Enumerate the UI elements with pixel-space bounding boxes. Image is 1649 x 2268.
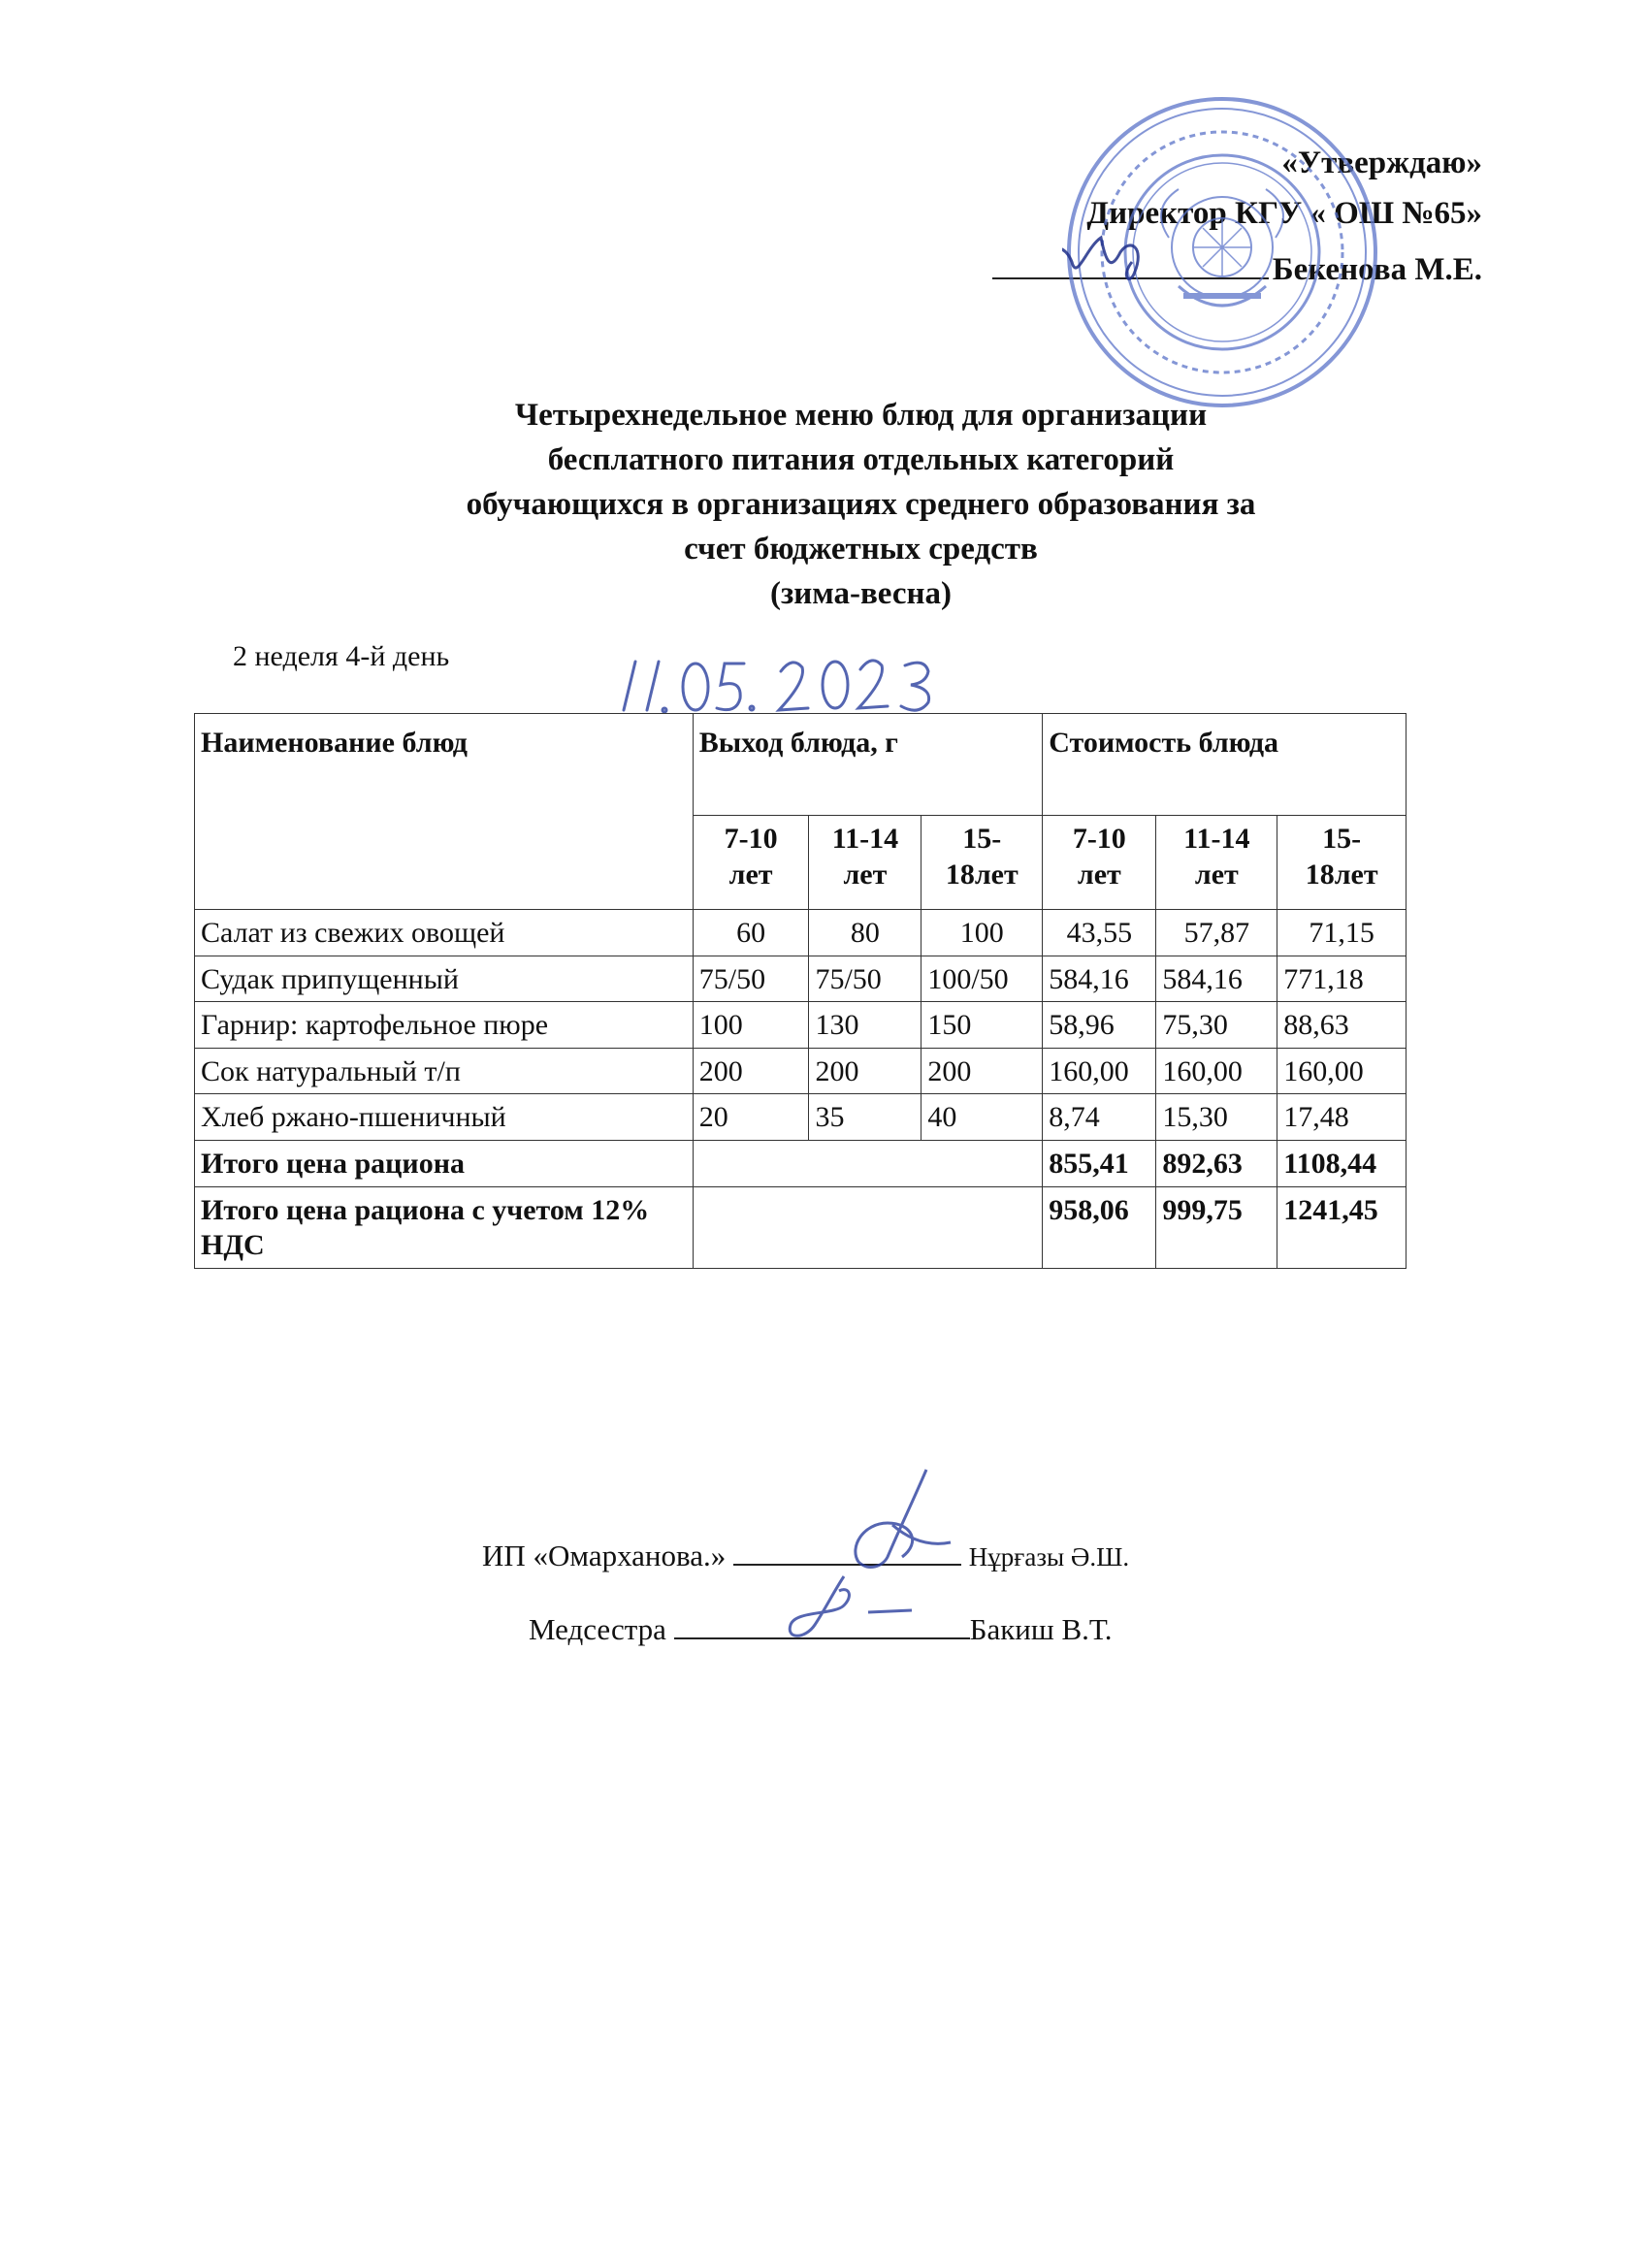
output-cell: 100/50 <box>922 956 1043 1002</box>
dish-name: Салат из свежих овощей <box>195 910 694 956</box>
output-cell: 75/50 <box>693 956 809 1002</box>
nurse-name: Бакиш В.Т. <box>969 1612 1113 1646</box>
nurse-label: Медсестра <box>529 1612 666 1646</box>
cost-cell: 15,30 <box>1156 1094 1277 1141</box>
title-line-5: (зима-весна) <box>769 576 953 611</box>
nurse-signature-line <box>529 1608 1113 1647</box>
empty-cell <box>693 1186 1043 1268</box>
cost-cell: 75,30 <box>1156 1002 1277 1049</box>
cost-cell: 58,96 <box>1043 1002 1156 1049</box>
dish-name: Сок натуральный т/п <box>195 1048 694 1094</box>
week-day-label: 2 неделя 4-й день <box>233 640 450 672</box>
director-name: Бекенова М.Е. <box>1272 252 1482 287</box>
output-cell: 100 <box>922 910 1043 956</box>
output-cell: 60 <box>693 910 809 956</box>
cost-cell: 71,15 <box>1277 910 1406 956</box>
cost-cell: 88,63 <box>1277 1002 1406 1049</box>
cost-cell: 160,00 <box>1156 1048 1277 1094</box>
table-row <box>195 910 1406 956</box>
age-group-header: 7-10 лет <box>1043 816 1156 910</box>
age-group-header: 15- 18лет <box>1277 816 1406 910</box>
table-row <box>195 956 1406 1002</box>
empty-cell <box>693 1140 1043 1186</box>
supplier-signature-blank <box>733 1535 961 1566</box>
age-group-header: 15- 18лет <box>922 816 1043 910</box>
menu-table <box>194 713 1406 1269</box>
official-stamp-seal <box>1062 92 1382 412</box>
total-cost-cell: 1108,44 <box>1277 1140 1406 1186</box>
dish-name: Хлеб ржано-пшеничный <box>195 1094 694 1141</box>
age-group-header: 7-10 лет <box>693 816 809 910</box>
approve-label: «Утверждаю» <box>1281 146 1482 180</box>
cost-cell: 8,74 <box>1043 1094 1156 1141</box>
total-cost-cell: 855,41 <box>1043 1140 1156 1186</box>
age-group-header: 11-14 лет <box>809 816 922 910</box>
table-row <box>195 1002 1406 1049</box>
cost-cell: 584,16 <box>1156 956 1277 1002</box>
output-cell: 20 <box>693 1094 809 1141</box>
age-group-header: 11-14 лет <box>1156 816 1277 910</box>
cost-cell: 17,48 <box>1277 1094 1406 1141</box>
output-cell: 40 <box>922 1094 1043 1141</box>
total-row <box>195 1140 1406 1186</box>
document-title <box>291 393 1431 616</box>
title-line-1: Четырехнедельное меню блюд для организации <box>514 398 1208 433</box>
output-cell: 130 <box>809 1002 922 1049</box>
title-line-4: счет бюджетных средств <box>684 532 1038 567</box>
total-vat-cost-cell: 999,75 <box>1156 1186 1277 1268</box>
supplier-name: Нұрғазы Ә.Ш. <box>968 1542 1130 1571</box>
cost-cell: 160,00 <box>1043 1048 1156 1094</box>
header-output: Выход блюда, г <box>693 714 1043 816</box>
header-cost: Стоимость блюда <box>1043 714 1406 816</box>
table-row <box>195 1094 1406 1141</box>
dish-name: Гарнир: картофельное пюре <box>195 1002 694 1049</box>
total-label: Итого цена рациона <box>195 1140 694 1186</box>
output-cell: 200 <box>809 1048 922 1094</box>
total-vat-cost-cell: 958,06 <box>1043 1186 1156 1268</box>
dish-name: Судак припущенный <box>195 956 694 1002</box>
title-line-2: бесплатного питания отдельных категорий <box>547 442 1175 477</box>
cost-cell: 160,00 <box>1277 1048 1406 1094</box>
cost-cell: 584,16 <box>1043 956 1156 1002</box>
director-position: Директор КГУ « ОШ №65» <box>1086 196 1482 231</box>
cost-cell: 57,87 <box>1156 910 1277 956</box>
nurse-signature-blank <box>674 1608 970 1639</box>
supplier-signature-line <box>482 1535 1129 1573</box>
output-cell: 200 <box>693 1048 809 1094</box>
title-line-3: обучающихся в организациях среднего образования за <box>466 487 1256 522</box>
total-vat-row <box>195 1186 1406 1268</box>
output-cell: 80 <box>809 910 922 956</box>
cost-cell: 43,55 <box>1043 910 1156 956</box>
output-cell: 35 <box>809 1094 922 1141</box>
output-cell: 150 <box>922 1002 1043 1049</box>
total-cost-cell: 892,63 <box>1156 1140 1277 1186</box>
table-row <box>195 1048 1406 1094</box>
output-cell: 100 <box>693 1002 809 1049</box>
output-cell: 75/50 <box>809 956 922 1002</box>
total-vat-label: Итого цена рациона с учетом 12% НДС <box>195 1186 694 1268</box>
header-dish-name: Наименование блюд <box>195 714 694 910</box>
total-vat-cost-cell: 1241,45 <box>1277 1186 1406 1268</box>
output-cell: 200 <box>922 1048 1043 1094</box>
supplier-label: ИП «Омарханова.» <box>482 1539 727 1572</box>
cost-cell: 771,18 <box>1277 956 1406 1002</box>
